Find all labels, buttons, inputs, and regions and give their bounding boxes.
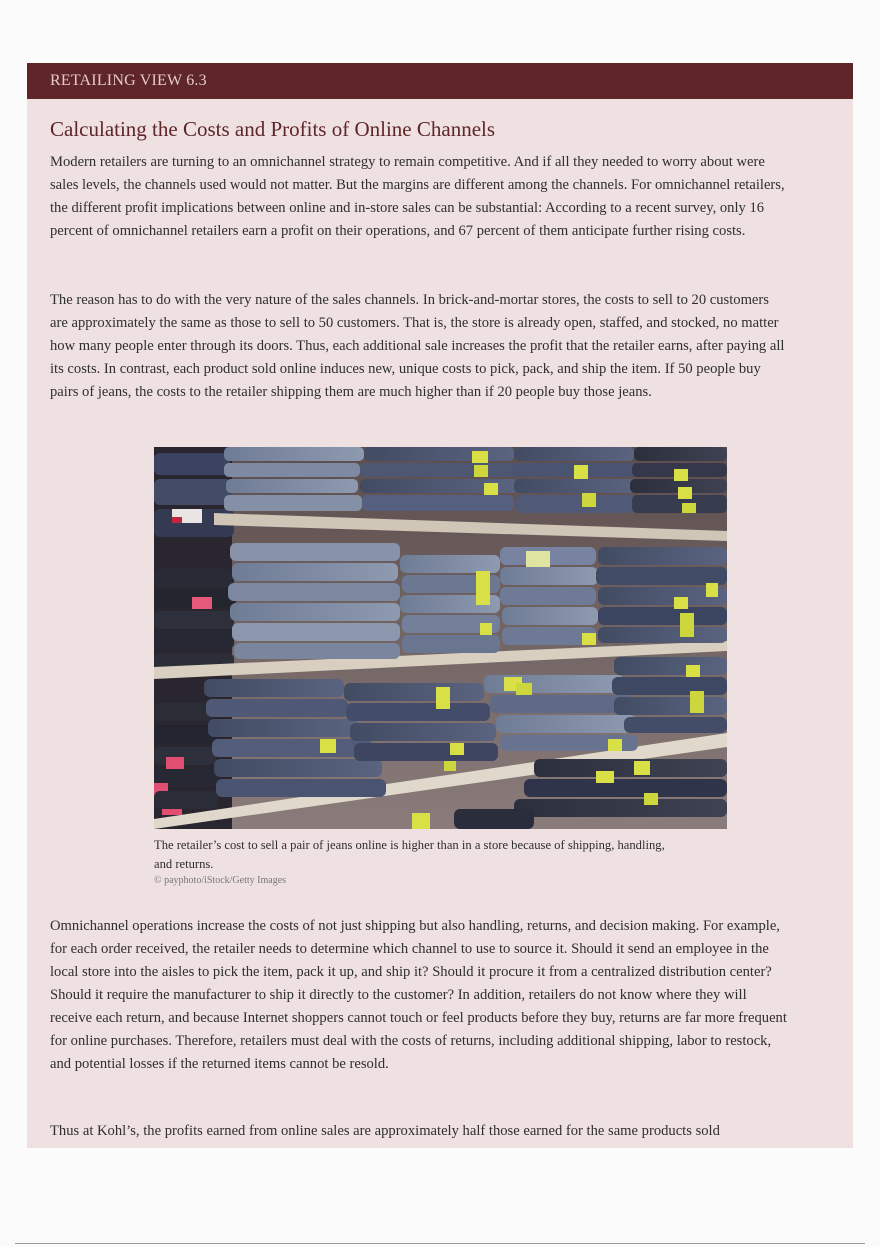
- jeans-shelf-photo: [154, 447, 727, 829]
- paragraph-2: The reason has to do with the very nature of the sales channels. In brick-and-mortar stores, the costs to sell to 20 customers are approximately the same as those to sell to 50 customers. That is, the store is already open, staffed, and stocked, no matter how many people enter through its doors. Thus, each additional sale increases the profit that the retailer earns, after paying all its costs. In contrast, each product sold online induces new, unique costs to pick, pack, and ship the item. If 50 people buy pairs of jeans, the costs to the retailer shipping them are much higher than if 20 people buy those jeans.: [50, 292, 785, 400]
- paragraph-3: Omnichannel operations increase the costs of not just shipping but also handling, returns, and decision making. For example, for each order received, the retailer needs to determine which channel to use to source it. Should it send an employee in the local store into the aisles to pick the item, pack it up, and ship it? Should it procure it from a centralized distribution center? Should it require the manufacturer to ship it directly to the customer? In addition, retailers do not know where they will receive each return, and because Internet shoppers cannot touch or feel products before they buy, returns are far more frequent for online purchases. Therefore, retailers must deal with the costs of returns, including additional shipping, labor to restock, and potential losses if the returned items cannot be resold.: [50, 918, 787, 1072]
- retailing-view-box: [27, 63, 853, 1148]
- figure-caption: The retailer’s cost to sell a pair of jeans online is higher than in a store because of shipping, handling, and returns.: [154, 838, 665, 871]
- box-title: Calculating the Costs and Profits of Online Channels: [50, 117, 496, 141]
- box-label: RETAILING VIEW 6.3: [50, 72, 207, 89]
- top-shelf: [224, 447, 727, 513]
- paragraph-4: Thus at Kohl’s, the profits earned from online sales are approximately half those earned for the same products sold: [50, 1123, 720, 1139]
- jeans-shelf-image: [154, 447, 727, 829]
- photo-credit: © payphoto/iStock/Getty Images: [154, 875, 287, 886]
- bottom-rule: [15, 1243, 865, 1244]
- paragraph-1: Modern retailers are turning to an omnichannel strategy to remain competitive. And if all they needed to worry about were sales levels, the channels used would not matter. But the margins are different among the channels. For omnichannel retailers, the different profit implications between online and in-store sales can be substantial: According to a recent survey, only 16 percent of omnichannel retailers earn a profit on their operations, and 67 percent of them anticipate further rising costs.: [50, 154, 785, 239]
- box-header: [27, 63, 853, 99]
